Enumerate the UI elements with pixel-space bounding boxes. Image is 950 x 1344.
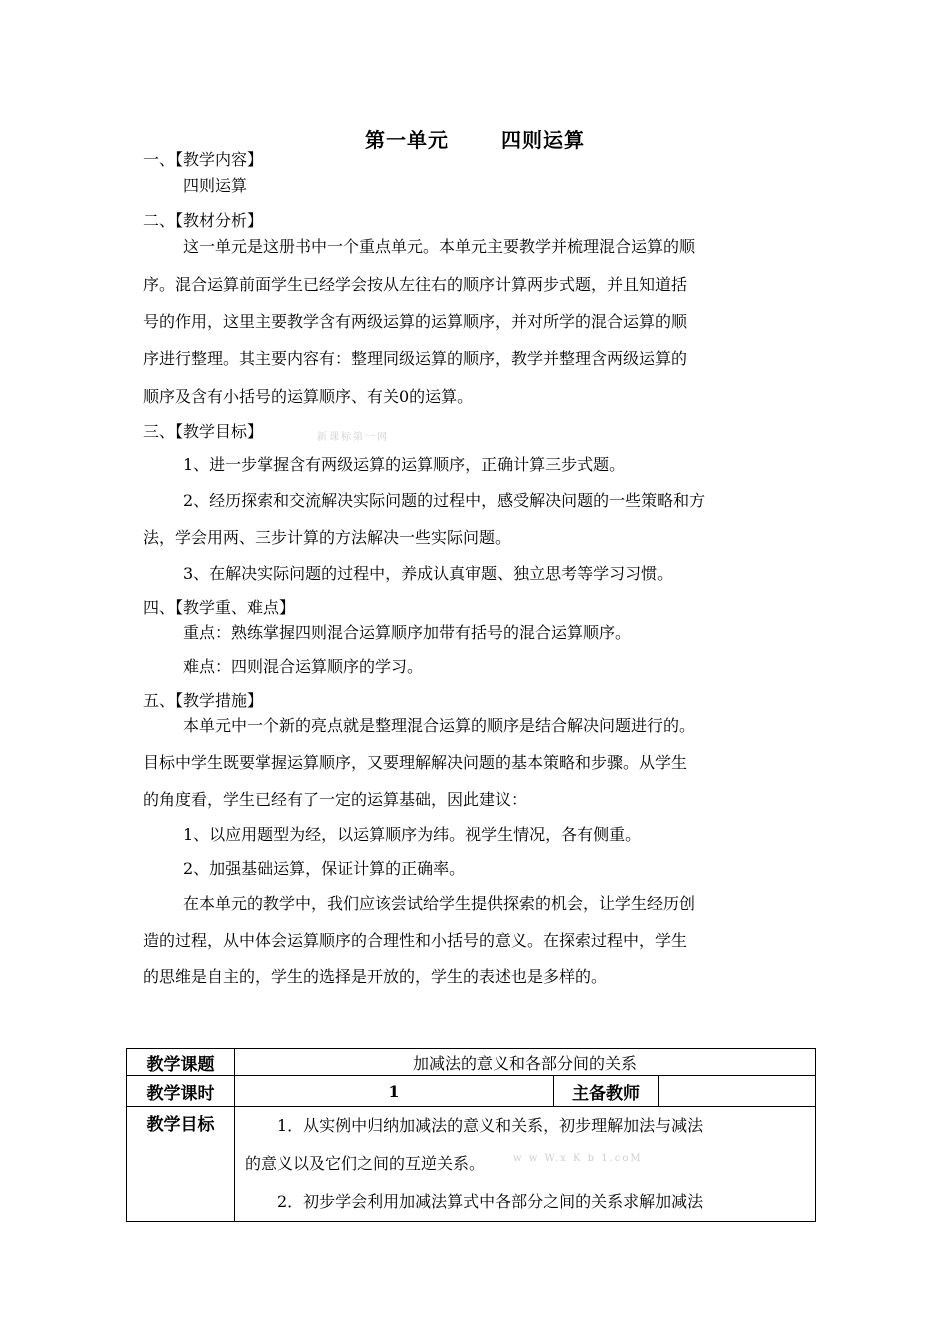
- table-row: [127, 1049, 816, 1076]
- paragraph-line: 1、进一步掌握含有两级运算的运算顺序，正确计算三步式题。: [183, 455, 626, 474]
- paragraph-line: 2、加强基础运算，保证计算的正确率。: [183, 859, 466, 878]
- table-row: [127, 1076, 816, 1107]
- paragraph-line: 法，学会用两、三步计算的方法解决一些实际问题。: [143, 528, 512, 547]
- goal-line: 2．初步学会利用加减法算式中各部分之间的关系求解加减法: [277, 1192, 704, 1211]
- teacher-value: [659, 1076, 816, 1107]
- lesson-plan-table: [126, 1048, 816, 1222]
- section-heading-goals: 三、【教学目标】: [143, 422, 264, 441]
- paragraph-line: 号的作用，这里主要教学含有两级运算的运算顺序，并对所学的混合运算的顺: [143, 312, 688, 331]
- page-title: [0, 124, 950, 153]
- teacher-label: 主备教师: [554, 1076, 659, 1107]
- paragraph-line: 序进行整理。其主要内容有：整理同级运算的顺序，教学并整理含两级运算的: [143, 349, 688, 368]
- paragraph-line: 序。混合运算前面学生已经学会按从左往右的顺序计算两步式题，并且知道括: [143, 275, 688, 294]
- section-heading-content: 一、【教学内容】: [143, 150, 264, 169]
- paragraph-line: 2、经历探索和交流解决实际问题的过程中，感受解决问题的一些策略和方: [183, 491, 706, 510]
- paragraph-line: 难点：四则混合运算顺序的学习。: [183, 657, 424, 676]
- topic-label: 教学课题: [127, 1049, 235, 1076]
- paragraph-line: 重点：熟练掌握四则混合运算顺序加带有括号的混合运算顺序。: [183, 623, 632, 642]
- goal-line: 的意义以及它们之间的互逆关系。: [245, 1154, 486, 1173]
- paragraph-line: 3、在解决实际问题的过程中，养成认真审题、独立思考等学习习惯。: [183, 564, 674, 583]
- section-heading-analysis: 二、【教材分析】: [143, 211, 264, 230]
- paragraph-line: 本单元中一个新的亮点就是整理混合运算的顺序是结合解决问题进行的。: [183, 716, 696, 735]
- goal-label: 教学目标: [127, 1107, 235, 1222]
- paragraph-line: 这一单元是这册书中一个重点单元。本单元主要教学并梳理混合运算的顺: [183, 237, 696, 256]
- section-heading-measures: 五、【教学措施】: [143, 691, 264, 710]
- hours-value: 1: [235, 1076, 554, 1107]
- watermark-text: w w W.x K b 1.coM: [513, 1153, 643, 1164]
- goal-line: 1．从实例中归纳加减法的意义和关系，初步理解加法与减法: [277, 1116, 704, 1135]
- paragraph-line: 的角度看，学生已经有了一定的运算基础，因此建议：: [143, 790, 528, 809]
- paragraph-line: 目标中学生既要掌握运算顺序，又要理解解决问题的基本策略和步骤。从学生: [143, 753, 688, 772]
- paragraph-line: 在本单元的教学中，我们应该尝试给学生提供探索的机会，让学生经历创: [183, 894, 696, 913]
- title-unit: 第一单元: [365, 128, 449, 152]
- section-heading-keypoints: 四、【教学重、难点】: [143, 598, 296, 617]
- paragraph-line: 1、以应用题型为经，以运算顺序为纬。视学生情况，各有侧重。: [183, 825, 642, 844]
- goal-content: [235, 1107, 816, 1222]
- paragraph-line: 四则运算: [183, 176, 248, 195]
- hours-label: 教学课时: [127, 1076, 235, 1107]
- paragraph-line: 的思维是自主的，学生的选择是开放的，学生的表述也是多样的。: [143, 967, 608, 986]
- table-row: [127, 1107, 816, 1222]
- goal-line-wrap: [245, 1145, 807, 1183]
- topic-value: 加减法的意义和各部分间的关系: [235, 1049, 816, 1076]
- paragraph-line: 造的过程，从中体会运算顺序的合理性和小括号的意义。在探索过程中，学生: [143, 931, 688, 950]
- paragraph-line: 顺序及含有小括号的运算顺序、有关0的运算。: [143, 387, 474, 406]
- title-topic: 四则运算: [501, 128, 585, 152]
- watermark-text: 新课标第一网: [317, 432, 389, 443]
